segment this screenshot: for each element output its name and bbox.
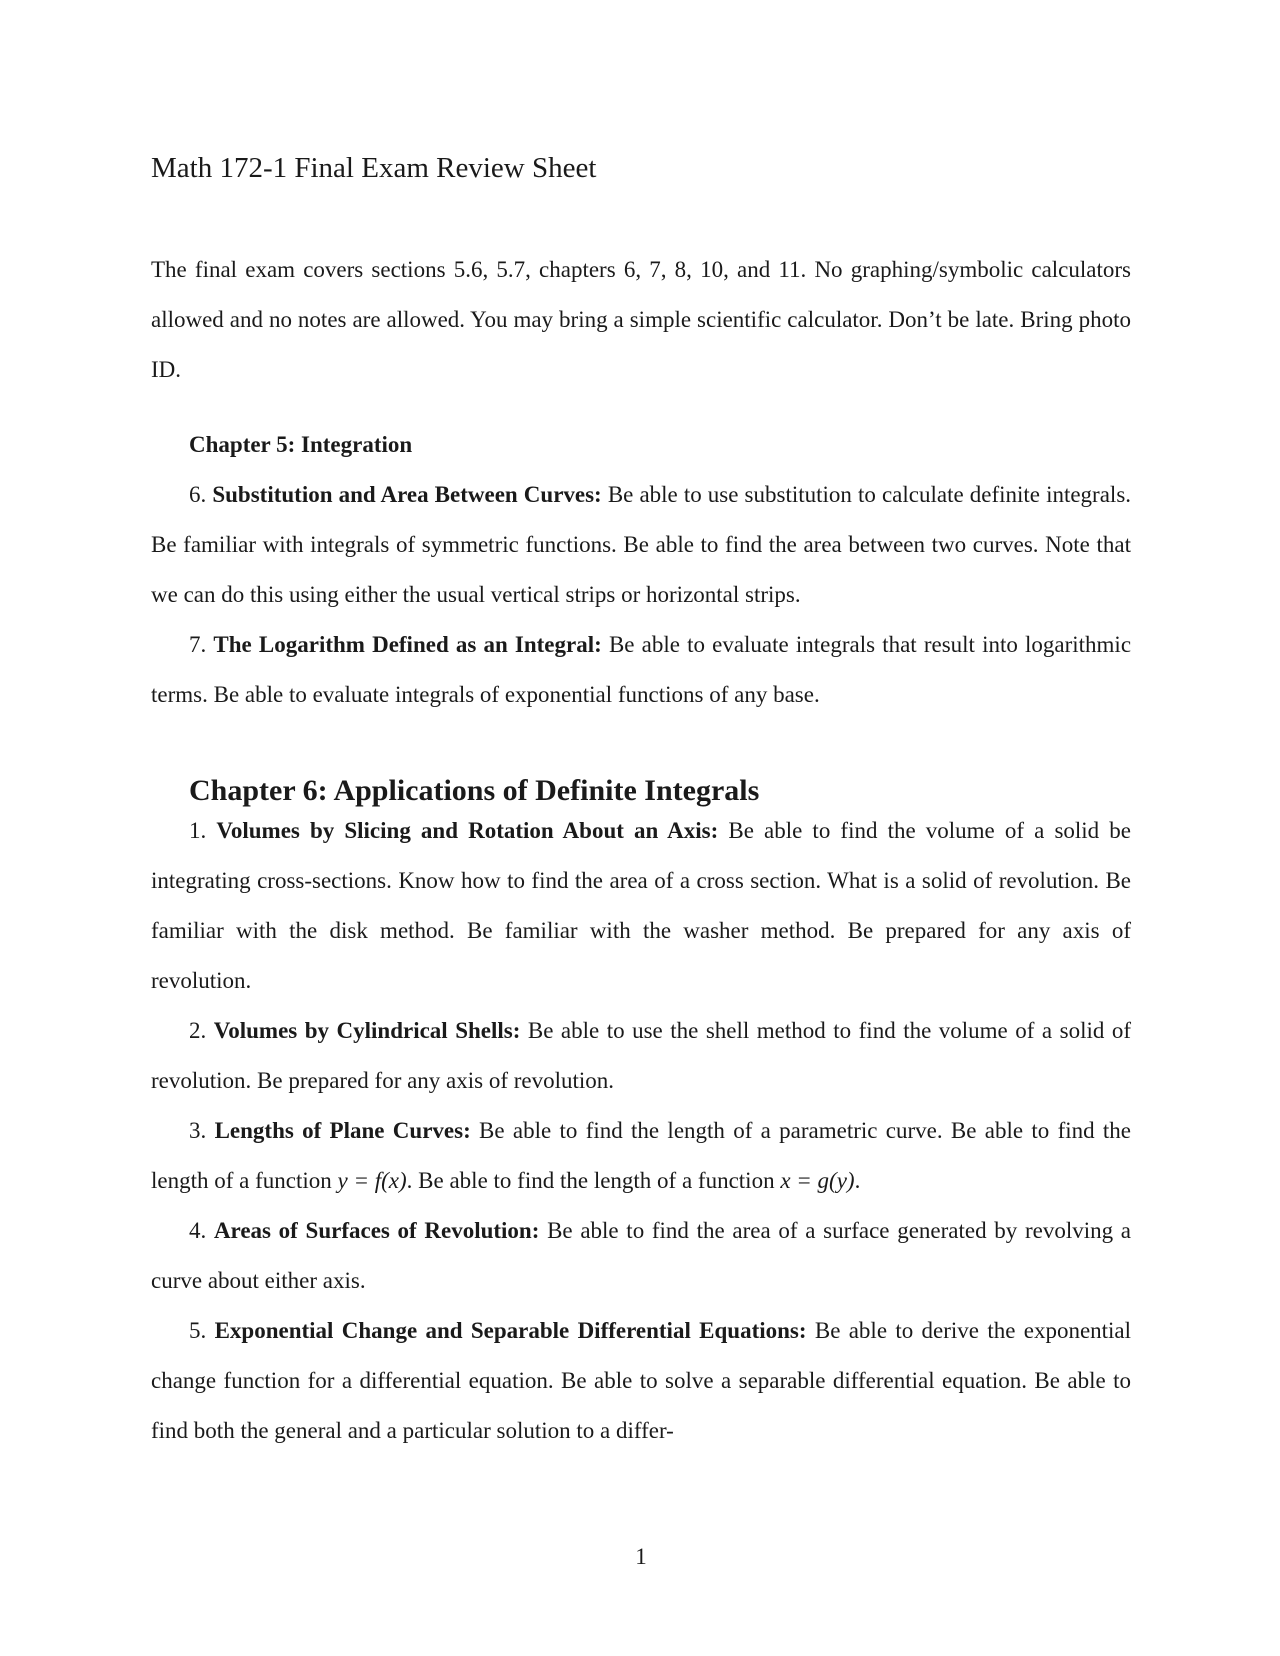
math-expression: x = g(y) xyxy=(780,1168,855,1193)
chapter-6-item-2 xyxy=(151,1006,1131,1106)
item-text: Be able to use the shell method to find the volume of a solid of revolution. Be prepared for any axis of revolution. xyxy=(151,1018,1132,1093)
item-text: Be able to find the length of a parametric curve. Be able to find the length of a function xyxy=(151,1118,1132,1193)
chapter-6-item-5 xyxy=(151,1306,1131,1456)
item-number: 3. xyxy=(189,1118,207,1143)
math-expression: y = f(x) xyxy=(337,1168,407,1193)
chapter-6-section xyxy=(151,774,1132,1456)
item-text: Be able to evaluate integrals that result into logarithmic terms. Be able to evaluate integrals of exponential functions of any base. xyxy=(151,632,1132,707)
chapter-6-item-1 xyxy=(151,806,1131,1006)
item-text: . Be able to find the length of a function xyxy=(406,1168,775,1193)
item-number: 4. xyxy=(189,1218,207,1243)
document-title: Math 172-1 Final Exam Review Sheet xyxy=(151,152,597,184)
item-text: Be able to derive the exponential change function for a differential equation. Be able to solve a separable differential equation. Be able to find both the general and a particular solution to a differ- xyxy=(151,1318,1132,1443)
item-number: 5. xyxy=(189,1318,207,1343)
item-text: Be able to find the area of a surface generated by revolving a curve about either axis. xyxy=(151,1218,1131,1293)
item-number: 2. xyxy=(189,1018,207,1043)
item-title: Lengths of Plane Curves: xyxy=(214,1118,471,1143)
document-page xyxy=(151,0,1131,1656)
item-title: Exponential Change and Separable Differential Equations: xyxy=(214,1318,807,1343)
item-number: 6. xyxy=(189,482,207,507)
item-text: Be able to find the volume of a solid be integrating cross-sections. Know how to find the area of a cross section. What is a solid of revolution. Be familiar with the disk method. Be familiar with the washer method. Be prepared for any axis of revolution. xyxy=(151,818,1131,993)
chapter-5-heading: Chapter 5: Integration xyxy=(189,432,413,457)
item-title: Volumes by Cylindrical Shells: xyxy=(213,1018,521,1043)
item-number: 1. xyxy=(189,818,207,843)
chapter-5-section xyxy=(151,420,1131,720)
item-title: Areas of Surfaces of Revolution: xyxy=(213,1218,540,1243)
chapter-5-item-6 xyxy=(151,470,1131,620)
item-title: Substitution and Area Between Curves: xyxy=(212,482,602,507)
chapter-6-heading: Chapter 6: Applications of Definite Integrals xyxy=(189,774,760,807)
page-number: 1 xyxy=(635,1544,647,1569)
item-title: The Logarithm Defined as an Integral: xyxy=(213,632,602,657)
item-title: Volumes by Slicing and Rotation About an Axis: xyxy=(216,818,719,843)
item-number: 7. xyxy=(189,632,207,657)
chapter-6-item-3 xyxy=(151,1106,1131,1206)
item-text: Be able to use substitution to calculate definite integrals. Be familiar with integrals of symmetric functions. Be able to find the area between two curves. Note that we can do this using either the usual vertical strips or horizontal strips. xyxy=(151,482,1132,607)
intro-paragraph: The final exam covers sections 5.6, 5.7, chapters 6, 7, 8, 10, and 11. No graphing/symbolic calculators allowed and no notes are allowed. You may bring a simple scientific calculator. Don’t be late. Bring photo ID. xyxy=(151,257,1131,382)
chapter-6-item-4 xyxy=(151,1206,1131,1306)
chapter-5-item-7 xyxy=(151,620,1131,720)
item-text: . xyxy=(854,1168,861,1193)
